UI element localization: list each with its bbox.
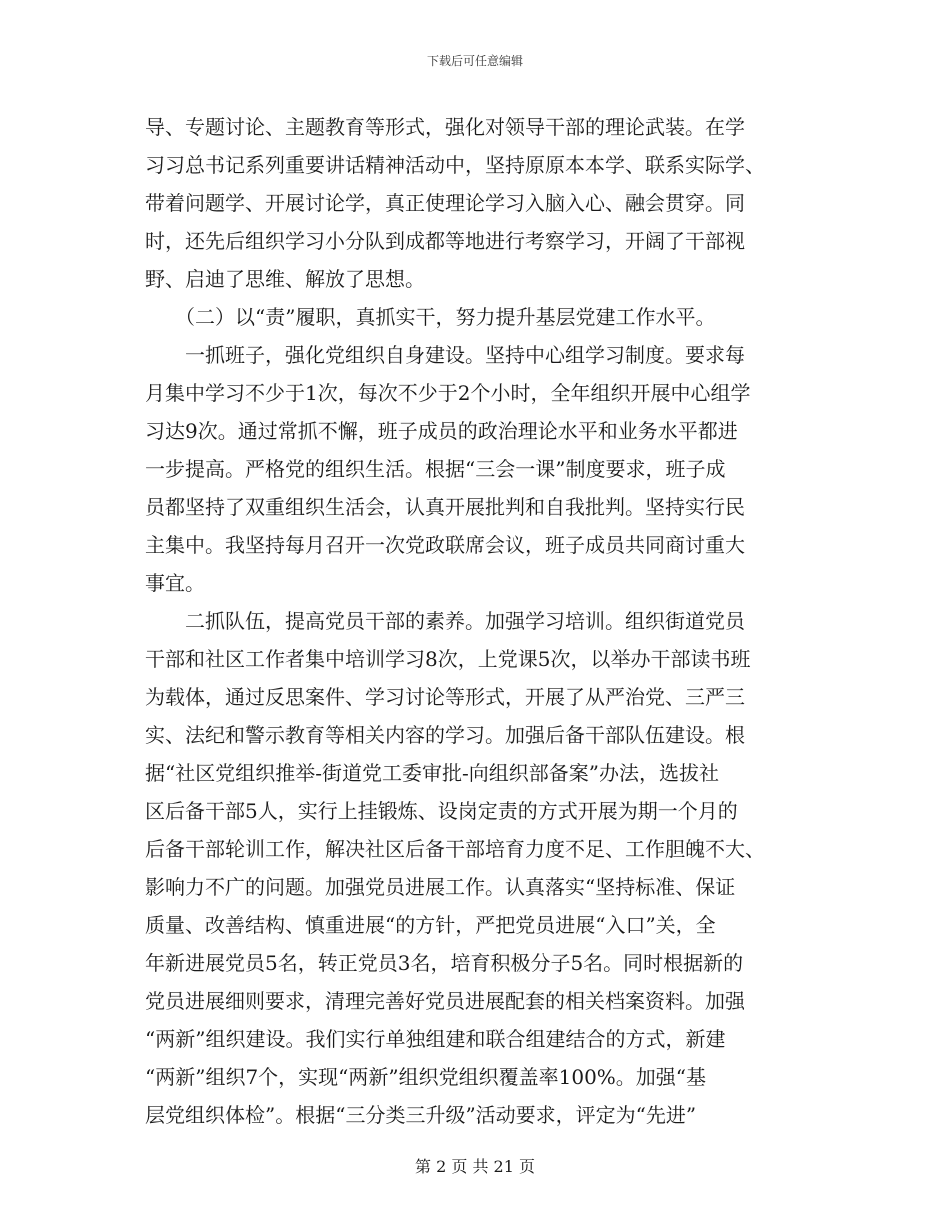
document-body: [145, 108, 817, 1134]
text-line: 员都坚持了双重组织生活会，认真开展批判和自我批判。坚持实行民: [145, 495, 745, 519]
text-line: 实、法纪和警示教育等相关内容的学习。加强后备干部队伍建设。根: [145, 723, 745, 747]
text-line: 为载体，通过反思案件、学习讨论等形式，开展了从严治党、三严三: [145, 685, 745, 709]
text-line: 二抓队伍，提高党员干部的素养。加强学习培训。组织街道党员: [145, 609, 745, 633]
text-line: 习达9次。通过常抓不懈，班子成员的政治理论水平和业务水平都进: [145, 419, 738, 443]
page-header: 下载后可任意编辑: [426, 54, 523, 68]
text-line: 主集中。我坚持每月召开一次党政联席会议，班子成员共同商讨重大: [145, 533, 745, 557]
text-line: 野、启迪了思维、解放了思想。: [145, 267, 425, 291]
section-heading: （二）以“责”履职，真抓实干，努力提升基层党建工作水平。: [145, 305, 716, 329]
text-line: 习习总书记系列重要讲话精神活动中，坚持原原本本学、联系实际学、: [145, 153, 765, 177]
text-line: 导、专题讨论、主题教育等形式，强化对领导干部的理论武装。在学: [145, 115, 745, 139]
text-line: 影响力不广的问题。加强党员进展工作。认真落实“坚持标准、保证: [145, 875, 736, 899]
text-line: 一抓班子，强化党组织自身建设。坚持中心组学习制度。要求每: [145, 343, 745, 367]
text-line: 时，还先后组织学习小分队到成都等地进行考察学习，开阔了干部视: [145, 229, 745, 253]
text-line: 据“社区党组织推举-街道党工委审批-向组织部备案”办法，选拔社: [145, 761, 719, 785]
text-line: 层党组织体检”。根据“三分类三升级”活动要求，评定为“先进”: [145, 1103, 697, 1127]
text-line: “两新”组织7个，实现“两新”组织党组织覆盖率100%。加强“基: [145, 1065, 707, 1089]
text-line: 事宜。: [145, 571, 205, 595]
text-line: 后备干部轮训工作，解决社区后备干部培育力度不足、工作胆魄不大、: [145, 837, 765, 861]
page-number: 第 2 页 共 21 页: [415, 1157, 535, 1176]
text-line: 党员进展细则要求，清理完善好党员进展配套的相关档案资料。加强: [145, 989, 745, 1013]
text-line: “两新”组织建设。我们实行单独组建和联合组建结合的方式，新建: [145, 1027, 726, 1051]
text-line: 带着问题学、开展讨论学，真正使理论学习入脑入心、融会贯穿。同: [145, 191, 745, 215]
text-line: 干部和社区工作者集中培训学习8次，上党课5次，以举办干部读书班: [145, 647, 751, 671]
text-line: 月集中学习不少于1次，每次不少于2个小时，全年组织开展中心组学: [145, 381, 751, 405]
text-line: 质量、改善结构、慎重进展“的方针，严把党员进展“入口”关，全: [145, 913, 716, 937]
text-line: 区后备干部5人，实行上挂锻炼、设岗定责的方式开展为期一个月的: [145, 799, 738, 823]
text-line: 年新进展党员5名，转正党员3名，培育积极分子5名。同时根据新的: [145, 951, 744, 975]
text-line: 一步提高。严格党的组织生活。根据“三会一课”制度要求，班子成: [145, 457, 726, 481]
